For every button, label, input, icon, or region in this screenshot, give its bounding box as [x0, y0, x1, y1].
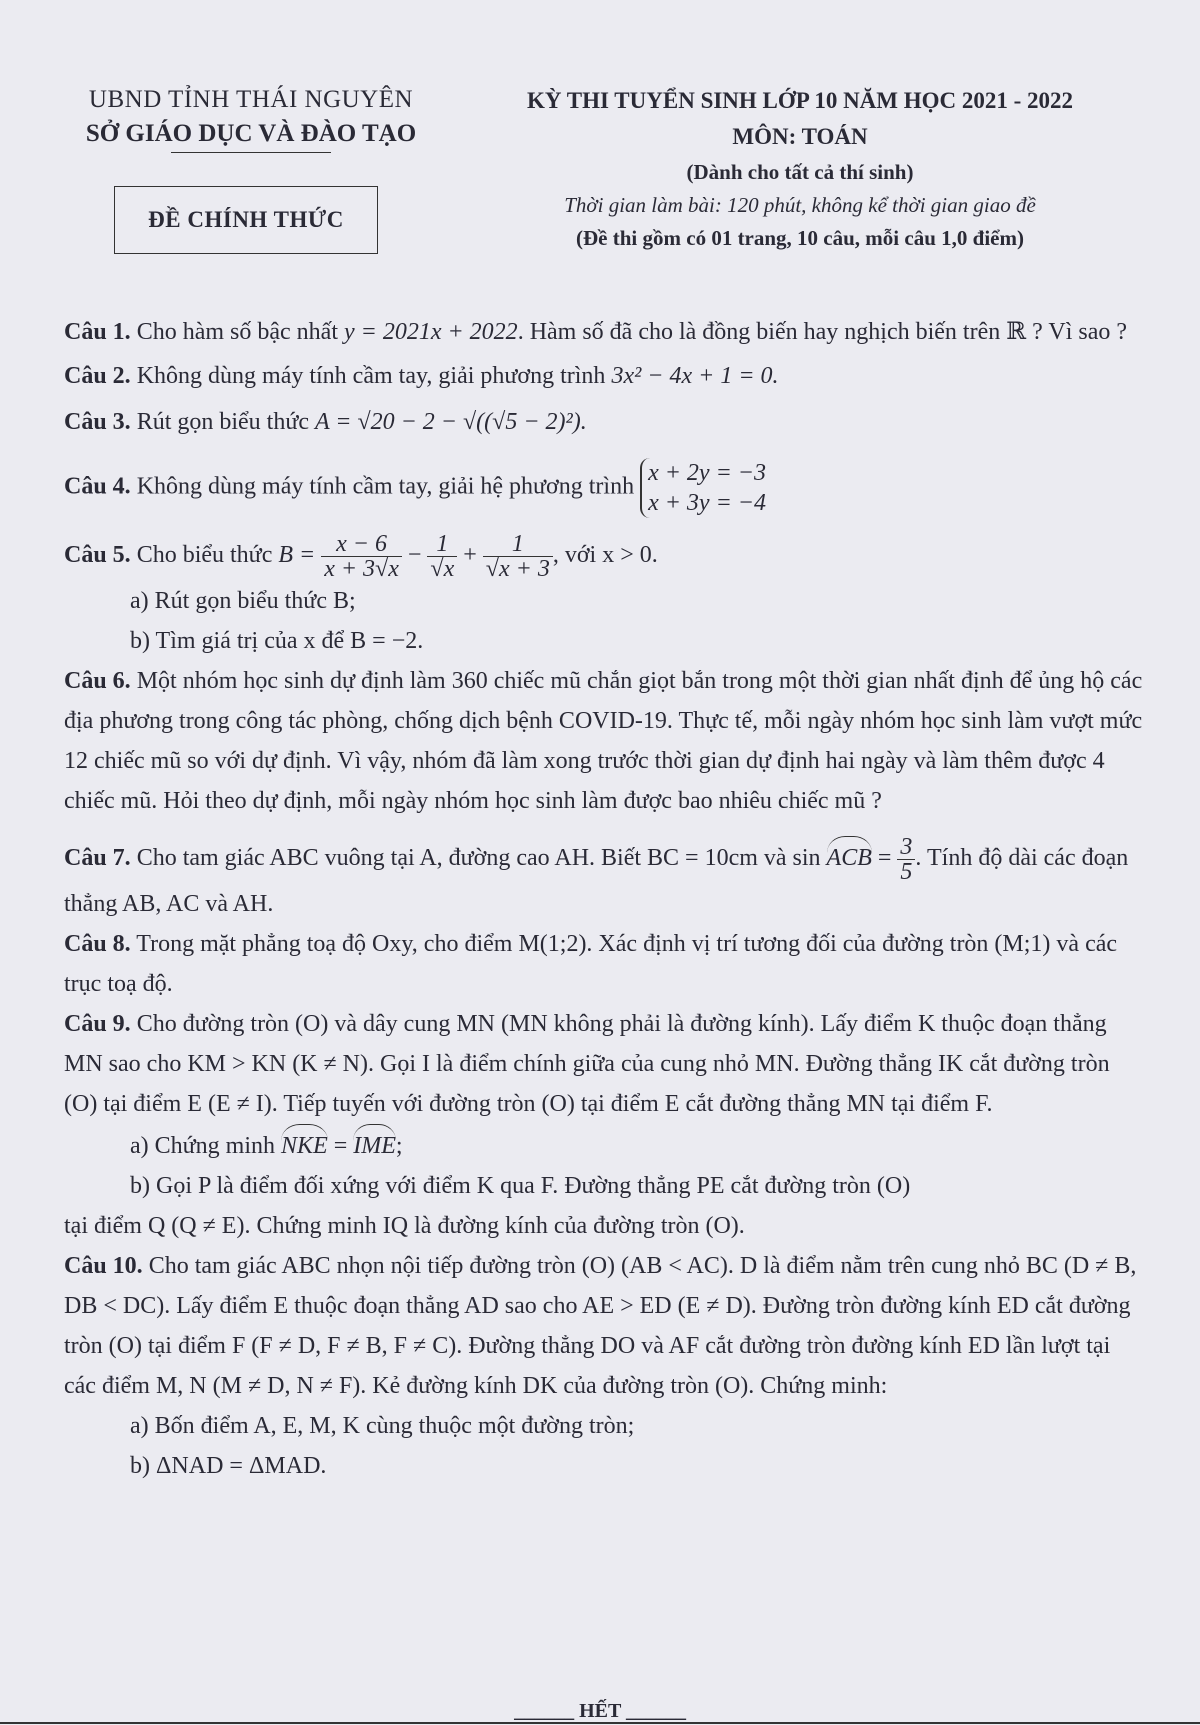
education-department: SỞ GIÁO DỤC VÀ ĐÀO TẠO: [85, 120, 417, 147]
fraction: [897, 835, 915, 884]
header-underline: [171, 152, 331, 153]
question-5: Câu 5. Cho biểu thức B = $\frac{x - 6}{x + 3√x}$ − $\frac{1}{√x}$ + $\frac{1}{√x + 3}$ , với x > 0.: [64, 531, 658, 582]
exam-info-block: [470, 88, 1130, 251]
end-marker: ______ HẾT ______: [514, 1700, 686, 1722]
exam-title: KỲ THI TUYỂN SINH LỚP 10 NĂM HỌC 2021 - 2022: [526, 88, 1074, 113]
time-limit: Thời gian làm bài: 120 phút, không kể thời gian giao đề: [564, 193, 1036, 217]
question-5-part-a: a) Rút gọn biểu thức B;: [130, 588, 356, 614]
question-9-part-b-cont: tại điểm Q (Q ≠ E). Chứng minh IQ là đường kính của đường tròn (O).: [64, 1213, 745, 1239]
denominator: √x: [430, 556, 455, 582]
equation: B =: [278, 542, 316, 569]
question-number: Câu 1.: [64, 319, 131, 345]
question-number: Câu 4.: [64, 473, 131, 500]
question-5-part-b: b) Tìm giá trị của x để B = −2.: [130, 628, 424, 654]
question-text: Cho đường tròn (O) và dây cung MN (MN không phải là đường kính). Lấy điểm K thuộc đoạn thẳng MN sao cho KM > KN (K ≠ N). Gọi I là điểm chính giữa của cung nhỏ MN. Đường thẳng IK cắt đường tròn (O) tại điểm E (E ≠ I). Tiếp tuyến với đường tròn (O) tại điểm E cắt đường thẳng MN tại điểm F.: [64, 1011, 1110, 1117]
question-10-part-b: b) ΔNAD = ΔMAD.: [130, 1453, 327, 1479]
question-text: Một nhóm học sinh dự định làm 360 chiếc mũ chắn giọt bắn trong một thời gian nhất định để ủng hộ các địa phương trong công tác phòng, chống dịch bệnh COVID-19. Thực tế, mỗi ngày nhóm học sinh làm vượt mức 12 chiếc mũ so với dự định. Vì vậy, nhóm đã làm xong trước thời gian dự định hai ngày và làm thêm được 4 chiếc mũ. Hỏi theo dự định, mỗi ngày nhóm học sinh làm được bao nhiêu chiếc mũ ?: [64, 668, 1143, 814]
page-info: (Đề thi gồm có 01 trang, 10 câu, mỗi câu 1,0 điểm): [576, 226, 1024, 250]
fraction: [483, 532, 553, 581]
angle: NKE: [281, 1124, 328, 1166]
question-text: ;: [395, 1133, 403, 1159]
question-1: [64, 312, 1144, 352]
equation: x + 2y = −3: [648, 460, 766, 486]
angle: ACB: [827, 836, 872, 878]
issuer-block: [66, 86, 436, 153]
fraction: [321, 532, 402, 581]
denominator: x + 3√x: [324, 556, 399, 582]
question-text: Rút gọn biểu thức: [130, 409, 316, 435]
equals-sign: =: [871, 845, 898, 872]
angle: IME: [353, 1124, 396, 1166]
question-text: Cho tam giác ABC vuông tại A, đường cao AH. Biết BC = 10cm và sin: [130, 845, 827, 872]
official-exam-box: ĐỀ CHÍNH THỨC: [114, 186, 378, 254]
question-text: Không dùng máy tính cầm tay, giải hệ phương trình: [130, 473, 641, 500]
page-bottom-rule: [0, 1722, 1200, 1724]
equals-sign: =: [327, 1133, 354, 1159]
question-number: Câu 5.: [64, 542, 131, 569]
question-8: [64, 924, 1144, 1004]
fraction: [427, 532, 457, 581]
question-text: Không dùng máy tính cầm tay, giải phương trình: [130, 363, 612, 389]
questions-body: [64, 312, 1144, 1486]
question-text: Cho tam giác ABC nhọn nội tiếp đường tròn (O) (AB < AC). D là điểm nằm trên cung nhỏ BC (D ≠ B, DB < DC). Lấy điểm E thuộc đoạn thẳng AD sao cho AE > ED (E ≠ D). Đường tròn đường kính ED cắt đường tròn (O) tại điểm F (F ≠ D, F ≠ B, F ≠ C). Đường thẳng DO và AF cắt đường tròn đường kính ED lần lượt tại các điểm M, N (M ≠ D, N ≠ F). Kẻ đường kính DK của đường tròn (O). Chứng minh:: [64, 1253, 1137, 1399]
denominator: 5: [900, 859, 913, 885]
equation: y = 2021x + 2022: [343, 319, 518, 345]
question-9-part-b: b) Gọi P là điểm đối xứng với điểm K qua F. Đường thẳng PE cắt đường tròn (O): [130, 1173, 911, 1199]
question-6: [64, 661, 1144, 821]
question-number: Câu 10.: [64, 1253, 143, 1279]
denominator: √x + 3: [485, 556, 550, 582]
audience: (Dành cho tất cả thí sinh): [686, 160, 914, 184]
province-committee: UBND TỈNH THÁI NGUYÊN: [88, 86, 414, 113]
question-4: [64, 458, 1144, 518]
question-text: a) Chứng minh: [130, 1133, 281, 1159]
question-number: Câu 9.: [64, 1011, 131, 1037]
question-10: [64, 1246, 1144, 1406]
numerator: 1: [427, 532, 457, 557]
question-text: Cho biểu thức: [130, 542, 279, 569]
numerator: x − 6: [321, 532, 402, 557]
numerator: 3: [897, 835, 915, 860]
question-number: Câu 7.: [64, 845, 131, 872]
equation: 3x² − 4x + 1 = 0.: [611, 363, 779, 389]
equation: x + 3y = −4: [648, 490, 766, 516]
subject: MÔN: TOÁN: [732, 124, 868, 149]
question-3: [64, 402, 1144, 442]
question-text: , với x > 0.: [552, 542, 658, 569]
question-number: Câu 8.: [64, 931, 131, 957]
equation-system: [640, 458, 766, 518]
question-number: Câu 3.: [64, 409, 131, 435]
question-2: [64, 356, 1144, 396]
question-text: . Hàm số đã cho là đồng biến hay nghịch biến trên ℝ ? Vì sao ?: [517, 319, 1128, 345]
question-text: Cho hàm số bậc nhất: [130, 319, 344, 345]
numerator: 1: [483, 532, 553, 557]
question-9-part-a: [64, 1124, 1144, 1166]
question-number: Câu 2.: [64, 363, 131, 389]
equation: A = √20 − 2 − √((√5 − 2)²).: [315, 409, 587, 435]
question-10-part-a: a) Bốn điểm A, E, M, K cùng thuộc một đường tròn;: [130, 1413, 635, 1439]
question-text: . Tính độ dài các đoạn thẳng AB, AC và AH.: [64, 845, 1129, 917]
question-9: [64, 1004, 1144, 1124]
question-number: Câu 6.: [64, 668, 131, 694]
question-7: [64, 835, 1144, 924]
question-text: Trong mặt phẳng toạ độ Oxy, cho điểm M(1;2). Xác định vị trí tương đối của đường tròn (M;1) và các trục toạ độ.: [64, 931, 1118, 997]
